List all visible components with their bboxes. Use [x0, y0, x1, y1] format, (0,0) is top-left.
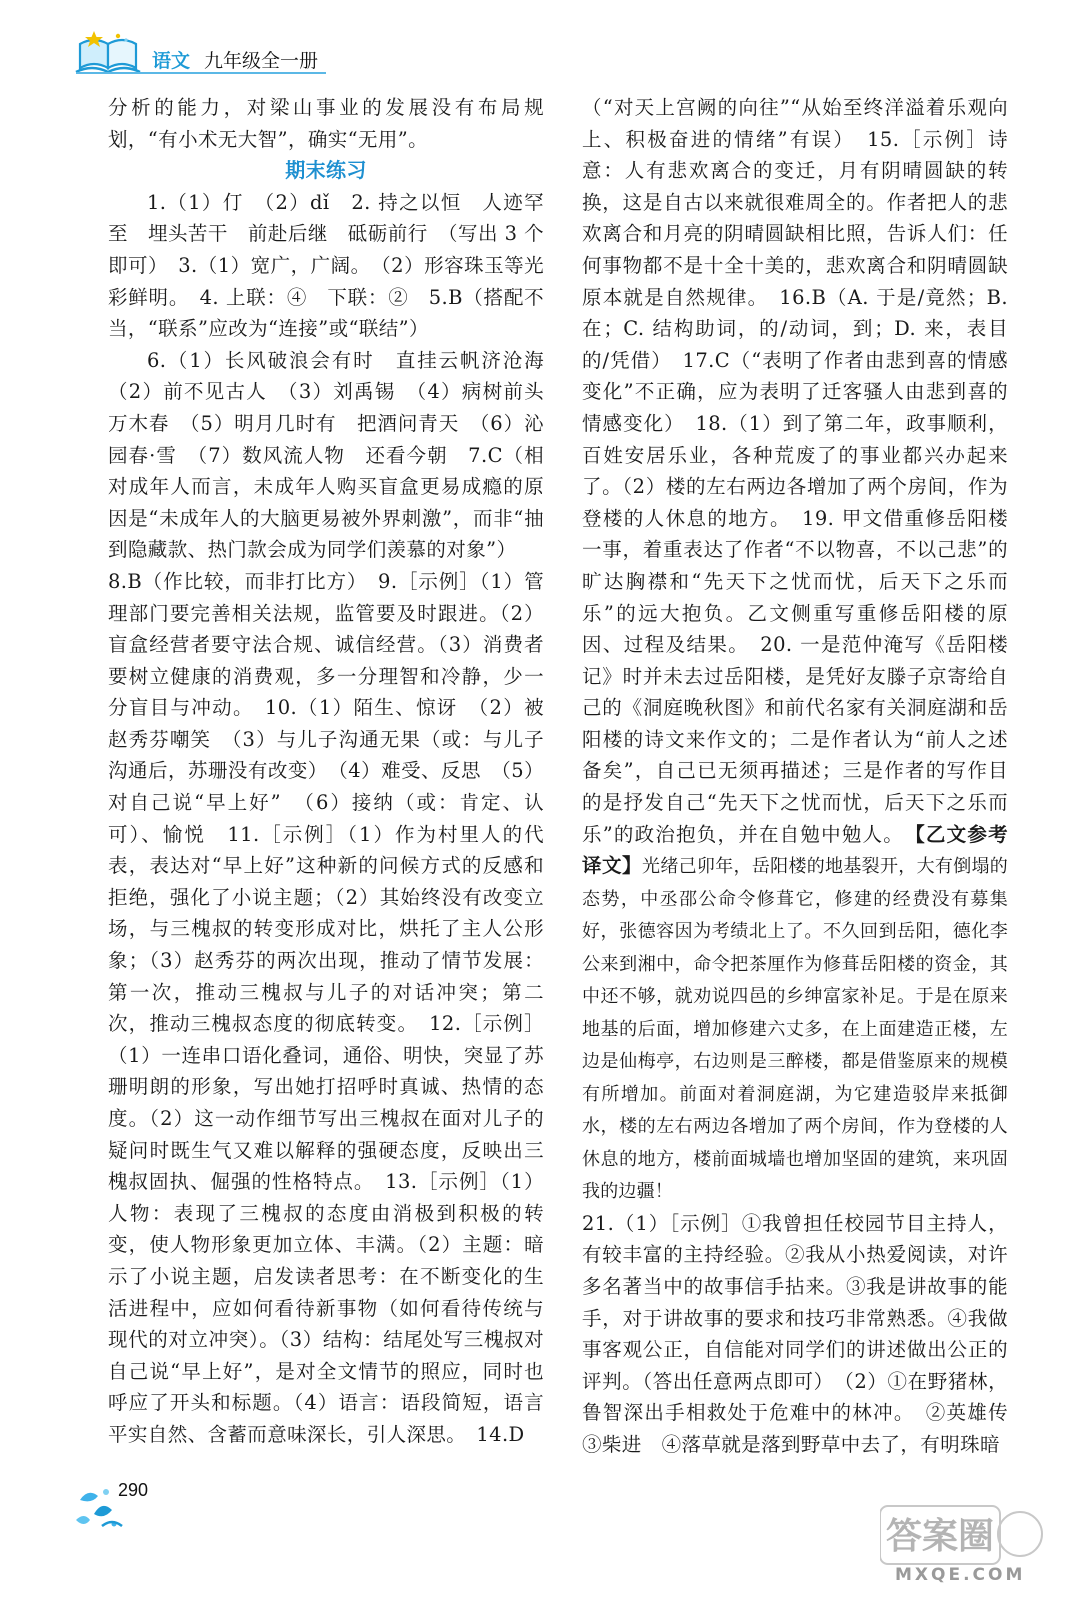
section-title: 期末练习	[285, 158, 367, 183]
watermark-title: 答案圈	[885, 1516, 995, 1557]
intro-paragraph: 分析的能力，对梁山事业的发展没有布局规划，“有小术无大智”，确实“无用”。	[108, 96, 544, 151]
answer-paragraph-1-5: 1.（1）仃 （2）dǐ 2. 持之以恒 人迹罕至 埋头苦干 前赴后继 砥砺前行 （写出 3 个即可） 3.（1）宽广，广阔。 （2）形容珠玉等光彩鲜明。 4. 上联：④ 下联：② 5.B（搭配不当，“联系”应改为“连接”或“联结”）	[108, 190, 544, 341]
answer-paragraph-6-7: 6.（1）长风破浪会有时 直挂云帆济沧海 （2）前不见古人 （3）刘禹锡 （4）病树前头万木春 （5）明月几时有 把酒问青天 （6）沁园春·雪 （7）数风流人物 还看今朝 7.C（相对成年人而言，未成年人购买盲盒更易成瘾的原因是“未成年人的大脑更易被外界刺激”，而非“抽到隐藏款、热门款会成为同学们羡慕的对象”）	[108, 348, 564, 562]
subject-label: 语文	[152, 50, 191, 72]
grade-label: 九年级全一册	[204, 50, 319, 72]
translation-label: 【乙文参考译文】	[582, 822, 1008, 878]
page-number: 290	[118, 1480, 149, 1500]
page-header	[74, 30, 414, 76]
left-column	[108, 92, 564, 1451]
book-logo-icon	[74, 30, 144, 76]
answer-paragraph-21: 21.（1）［示例］①我曾担任校园节目主持人，有较丰富的主持经验。②我从小热爱阅读，对许多名著当中的故事信手拈来。③我是讲故事的能手，对于讲故事的要求和技巧非常熟悉。④我做事客观公正，自信能对同学们的讲述做出公正的评判。（答出任意两点即可） （2）①在野猪林，鲁智深出手相救处于危难中的林冲。 ②英雄传 ③柴进 ④落草就是落到野草中去了，有明珠暗	[582, 1211, 1028, 1456]
watermark-url: MXQE.COM	[895, 1565, 1026, 1585]
header-divider	[76, 72, 326, 74]
answer-text-14-20: （“对天上宫阙的向往”“从始至终洋溢着乐观向上、积极奋进的情绪”有误） 15.［示例］诗意：人有悲欢离合的变迁，月有阴晴圆缺的转换，这是自古以来就很难周全的。作者把人的悲欢离合和月亮的阴晴圆缺相比照，告诉人们：任何事物都不是十全十美的，悲欢离合和阴晴圆缺原本就是自然规律。 16.B（A. 于是/竟然；B. 在；C. 结构助词，的/动词，到；D. 来，表目的/凭借） 17.C（“表明了作者由悲到喜的情感变化”不正确，应为表明了迁客骚人由悲到喜的情感变化） 18.（1）到了第二年，政事顺利，百姓安居乐业，各种荒废了的事业都兴办起来了。（2）楼的左右两边各增加了两个房间，作为登楼的人休息的地方。 19. 甲文借重修岳阳楼一事，着重表达了作者“不以物喜，不以己悲”的旷达胸襟和“先天下之忧而忧，后天下之乐而乐”的远大抱负。乙文侧重写重修岳阳楼的原因、过程及结果。 20. 一是范仲淹写《岳阳楼记》时并未去过岳阳楼，是凭好友滕子京寄给自己的《洞庭晚秋图》和前代名家有关洞庭湖和岳阳楼的诗文来作文的；二是作者认为“前人之述备矣”，自己已无须再描述；三是作者的写作目的是抒发自己“先天下之忧而忧，后天下之乐而乐”的政治抱负，并在自勉中勉人。	[582, 96, 1008, 846]
answer-paragraph-14-20	[582, 92, 1008, 1208]
translation-text: 光绪己卯年，岳阳楼的地基裂开，大有倒塌的态势，中丞邵公命令修葺它，修建的经费没有募集好，张德容因为考绩北上了。不久回到岳阳，德化李公来到湘中，命令把茶厘作为修葺岳阳楼的资金，其中还不够，就劝说四邑的乡绅富家补足。于是在原来地基的后面，增加修建六丈多，在上面建造正楼，左边是仙梅亭，右边则是三醉楼，都是借鉴原来的规模有所增加。前面对着洞庭湖，为它建造驳岸来抵御水，楼的左右两边各增加了两个房间，作为登楼的人休息的地方，楼前面城墙也增加坚固的建筑，来巩固我的边疆！	[582, 856, 1008, 1203]
answer-paragraph-8-14: 8.B（作比较，而非打比方） 9.［示例］（1）管理部门要完善相关法规，监管要及时跟进。（2）盲盒经营者要守法合规、诚信经营。（3）消费者要树立健康的消费观，多一分理智和冷静，少一分盲目与冲动。 10.（1）陌生、惊讶 （2）被赵秀芬嘲笑 （3）与儿子沟通无果（或：与儿子沟通后，苏珊没有改变） （4）难受、反思 （5）对自己说“早上好” （6）接纳（或：肯定、认可）、愉悦 11.［示例］（1）作为村里人的代表，表达对“早上好”这种新的问候方式的反感和拒绝，强化了小说主题；（2）其始终没有改变立场，与三槐叔的转变形成对比，烘托了主人公形象；（3）赵秀芬的两次出现，推动了情节发展：第一次，推动三槐叔与儿子的对话冲突；第二次，推动三槐叔态度的彻底转变。 12.［示例］（1）一连串口语化叠词，通俗、明快，突显了苏珊明朗的形象，写出她打招呼时真诚、热情的态度。（2）这一动作细节写出三槐叔在面对儿子的疑问时既生气又难以解释的强硬态度，反映出三槐叔固执、倔强的性格特点。 13.［示例］（1）人物：表现了三槐叔的态度由消极到积极的转变，使人物形象更加立体、丰满。（2）主题：暗示了小说主题，启发读者思考：在不断变化的生活进程中，应如何看待新事物（如何看待传统与现代的对立冲突）。（3）结构：结尾处写三槐叔对自己说“早上好”，是对全文情节的照应，同时也呼应了开头和标题。（4）语言：语段简短，语言平实自然、含蓄而意味深长，引人深思。 14.D	[108, 569, 544, 1446]
right-column	[582, 92, 1028, 1461]
